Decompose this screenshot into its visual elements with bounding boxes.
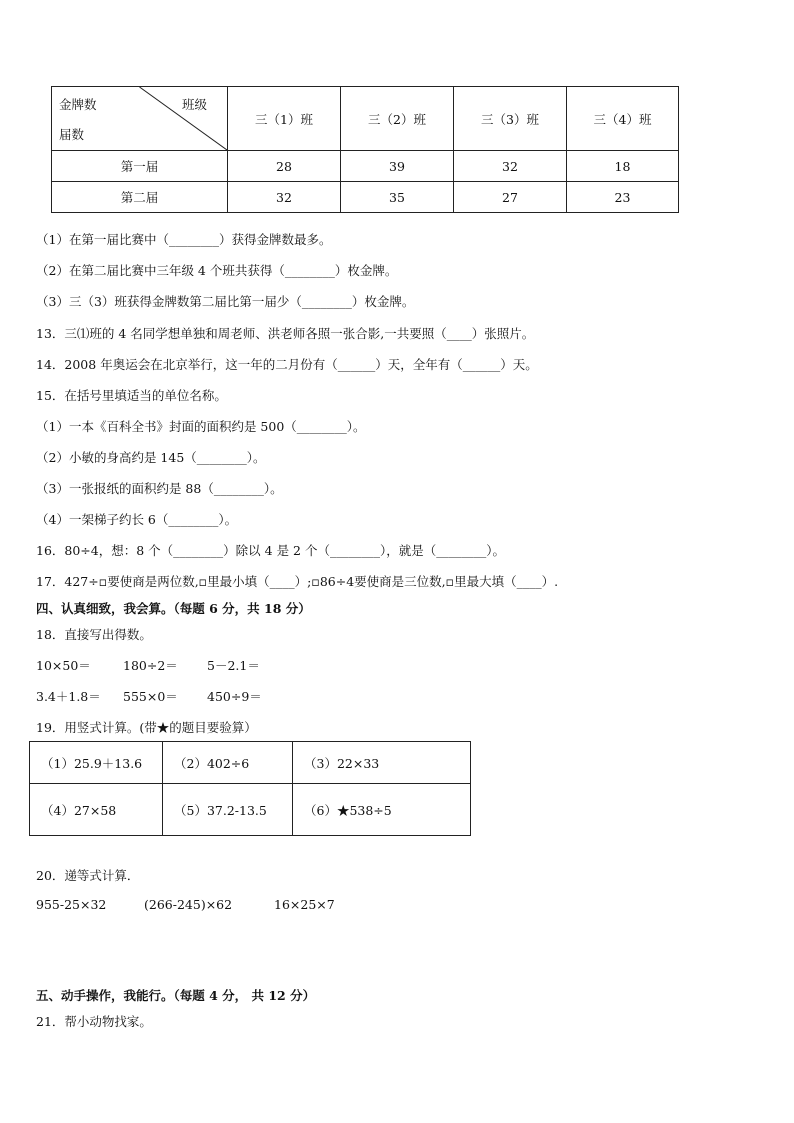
question-15-2: （2）小敏的身高约是 145（________）。: [36, 450, 266, 465]
calc-cell: （1）25.9＋13.6: [30, 742, 163, 784]
question-12-1: （1）在第一届比赛中（________）获得金牌数最多。: [36, 232, 332, 247]
table-cell: 35: [341, 182, 454, 213]
question-12-2: （2）在第二届比赛中三年级 4 个班共获得（________）枚金牌。: [36, 263, 398, 278]
q18-item: 450÷9＝: [207, 689, 262, 704]
header-medal-count-label: 金牌数: [59, 97, 97, 112]
question-15-3: （3）一张报纸的面积约是 88（________）。: [36, 481, 283, 496]
question-12-3: （3）三（3）班获得金牌数第二届比第一届少（________）枚金牌。: [36, 294, 415, 309]
row-label: 第一届: [52, 151, 228, 182]
header-session-label: 届数: [59, 127, 85, 142]
table-row: [30, 784, 471, 836]
table-row: [52, 182, 679, 213]
q18-item: 5－2.1＝: [207, 658, 260, 673]
q20-item: 955-25×32: [36, 897, 107, 912]
question-13: 13．三⑴班的 4 名同学想单独和周老师、洪老师各照一张合影,一共要照（____）张照片。: [36, 326, 535, 341]
header-class-cell: 三（2）班: [341, 87, 454, 151]
header-class-cell: 三（4）班: [567, 87, 679, 151]
question-18: 18．直接写出得数。: [36, 627, 152, 642]
q18-item: 555×0＝: [123, 689, 178, 704]
calc-cell: （3）22×33: [293, 742, 471, 784]
header-class-label: 班级: [181, 97, 207, 112]
calc-cell: （5）37.2-13.5: [163, 784, 293, 836]
vertical-calc-table: [29, 741, 471, 836]
table-cell: 23: [567, 182, 679, 213]
q18-item: 3.4＋1.8＝: [36, 689, 101, 704]
section-5-heading: 五、动手操作，我能行。（每题 4 分， 共 12 分）: [36, 988, 316, 1003]
header-class-cell: 三（3）班: [454, 87, 567, 151]
table-header-row: [52, 87, 679, 151]
q20-item: 16×25×7: [274, 897, 335, 912]
section-4-heading: 四、认真细致，我会算。（每题 6 分，共 18 分）: [36, 601, 311, 616]
table-cell: 39: [341, 151, 454, 182]
calc-cell: （6）★538÷5: [293, 784, 471, 836]
table-cell: 18: [567, 151, 679, 182]
calc-cell: （4）27×58: [30, 784, 163, 836]
row-label: 第二届: [52, 182, 228, 213]
question-20: 20．递等式计算．: [36, 868, 140, 883]
table-cell: 27: [454, 182, 567, 213]
question-15-4: （4）一架梯子约长 6（________）。: [36, 512, 238, 527]
question-14: 14．2008 年奥运会在北京举行，这一年的二月份有（______）天，全年有（______）天。: [36, 357, 538, 372]
medal-table: [51, 86, 679, 213]
q20-item: (266-245)×62: [144, 897, 233, 912]
table-row: [52, 151, 679, 182]
question-15-1: （1）一本《百科全书》封面的面积约是 500（________）。: [36, 419, 366, 434]
question-16: 16．80÷4，想：8 个（________）除以 4 是 2 个（________），就是（________）。: [36, 543, 505, 558]
table-row: [30, 742, 471, 784]
q18-item: 180÷2＝: [123, 658, 178, 673]
question-21: 21．帮小动物找家。: [36, 1014, 152, 1029]
question-15: 15．在括号里填适当的单位名称。: [36, 388, 227, 403]
question-19: 19．用竖式计算。(带★的题目要验算）: [36, 720, 257, 735]
header-class-cell: 三（1）班: [228, 87, 341, 151]
q18-item: 10×50＝: [36, 658, 91, 673]
table-cell: 32: [228, 182, 341, 213]
table-cell: 28: [228, 151, 341, 182]
table-cell: 32: [454, 151, 567, 182]
diagonal-header-cell: [52, 87, 228, 151]
question-17: 17．427÷▫要使商是两位数,▫里最小填（____）;▫86÷4要使商是三位数,▫里最大填（____）.: [36, 574, 559, 589]
calc-cell: （2）402÷6: [163, 742, 293, 784]
